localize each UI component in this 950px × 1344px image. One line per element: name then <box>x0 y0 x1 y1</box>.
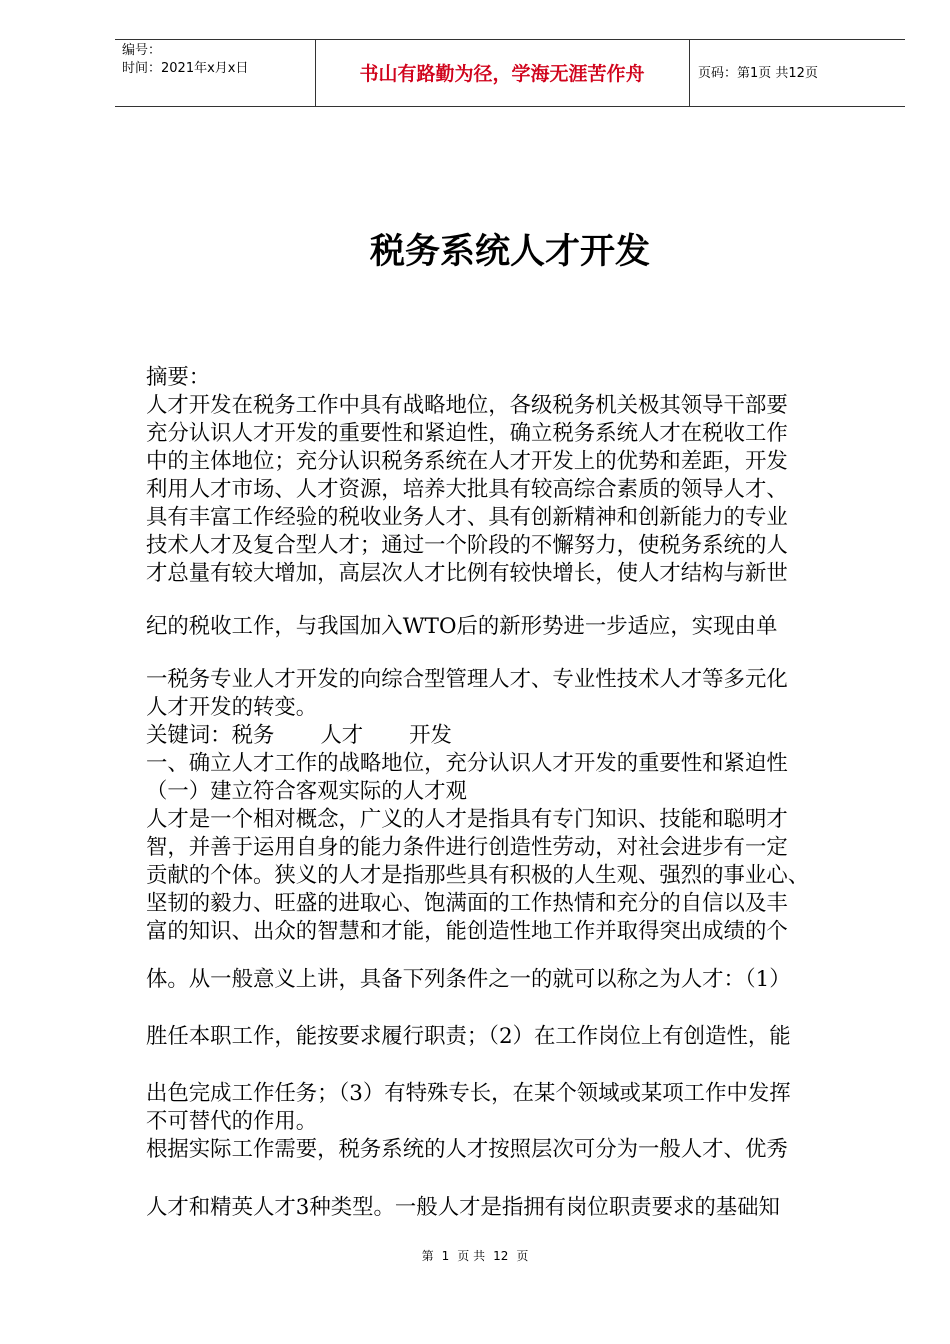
abstract-line: 技术人才及复合型人才；通过一个阶段的不懈努力，使税务系统的人 <box>146 533 788 558</box>
abstract-line: 一税务专业人才开发的向综合型管理人才、专业性技术人才等多元化 <box>146 667 788 692</box>
page-footer <box>0 1248 950 1264</box>
document-title: 税务系统人才开发 <box>369 232 650 272</box>
paragraph-line: 富的知识、出众的智慧和才能，能创造性地工作并取得突出成绩的个 <box>146 919 788 944</box>
abstract-line: 充分认识人才开发的重要性和紧迫性，确立税务系统人才在税收工作 <box>146 421 788 446</box>
header-motto: 书山有路勤为径，学海无涯苦作舟 <box>359 63 645 85</box>
abstract-line: 才总量有较大增加，高层次人才比例有较快增长，使人才结构与新世 <box>146 561 788 586</box>
abstract-line: 具有丰富工作经验的税收业务人才、具有创新精神和创新能力的专业 <box>146 505 788 530</box>
header-number-label: 编号： <box>122 43 162 58</box>
paragraph-line: 坚韧的毅力、旺盛的进取心、饱满面的工作热情和充分的自信以及丰 <box>146 891 788 916</box>
abstract-line: 纪的税收工作，与我国加入WTO后的新形势进一步适应，实现由单 <box>146 614 778 639</box>
abstract-line: 利用人才市场、人才资源，培养大批具有较高综合素质的领导人才、 <box>146 477 788 502</box>
paragraph-line: 智，并善于运用自身的能力条件进行创造性劳动，对社会进步有一定 <box>146 835 788 860</box>
footer-page-suffix: 页 <box>516 1249 529 1263</box>
paragraph-line: 不可替代的作用。 <box>146 1109 318 1134</box>
header-divider-right <box>689 39 690 106</box>
abstract-line: 人才开发的转变。 <box>146 695 318 720</box>
header-meta <box>122 42 248 78</box>
keywords-label: 关键词：税务 <box>146 723 275 748</box>
footer-page-middle: 页 共 <box>457 1249 486 1263</box>
paragraph-line: 贡献的个体。狭义的人才是指那些具有积极的人生观、强烈的事业心、 <box>146 863 810 888</box>
header-page-info: 页码：第1页 共12页 <box>698 66 818 81</box>
paragraph-line: 根据实际工作需要，税务系统的人才按照层次可分为一般人才、优秀 <box>146 1137 788 1162</box>
paragraph-line: 体。从一般意义上讲，具备下列条件之一的就可以称之为人才：（1） <box>146 967 791 992</box>
header-bottom-rule <box>115 106 905 107</box>
abstract-line: 中的主体地位；充分认识税务系统在人才开发上的优势和差距，开发 <box>146 449 788 474</box>
footer-page-total: 12 <box>493 1249 509 1263</box>
keyword: 开发 <box>409 723 452 748</box>
paragraph-line: 人才是一个相对概念，广义的人才是指具有专门知识、技能和聪明才 <box>146 807 788 832</box>
keywords-line <box>146 722 866 750</box>
section-heading: 一、确立人才工作的战略地位，充分认识人才开发的重要性和紧迫性 <box>146 751 788 776</box>
keyword: 人才 <box>320 723 364 748</box>
abstract-line: 人才开发在税务工作中具有战略地位，各级税务机关极其领导干部要 <box>146 393 788 418</box>
paragraph-line: 胜任本职工作，能按要求履行职责；（2）在工作岗位上有创造性，能 <box>146 1024 791 1049</box>
footer-page-prefix: 第 <box>421 1249 434 1263</box>
subsection-heading: （一）建立符合客观实际的人才观 <box>146 779 467 804</box>
paragraph-line: 人才和精英人才3种类型。一般人才是指拥有岗位职责要求的基础知 <box>146 1195 780 1220</box>
document-body <box>146 364 866 1222</box>
header-top-rule <box>115 39 905 40</box>
abstract-heading: 摘要： <box>146 365 211 390</box>
header-time-label: 时间：2021年x月x日 <box>122 61 249 76</box>
paragraph-line: 出色完成工作任务；（3）有特殊专长，在某个领域或某项工作中发挥 <box>146 1081 791 1106</box>
footer-page-number: 1 <box>441 1249 450 1263</box>
